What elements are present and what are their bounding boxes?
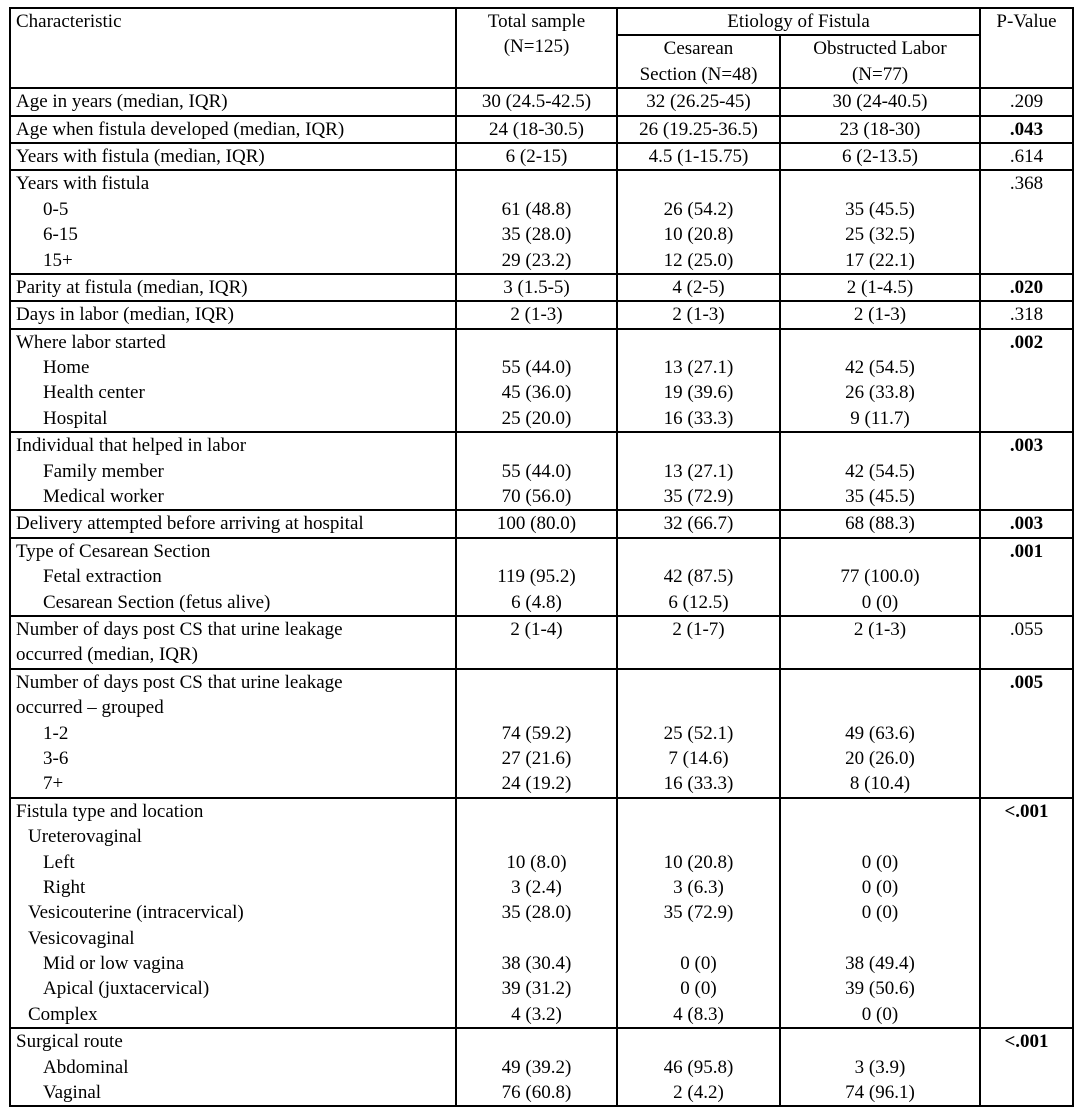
cesarean-cell [617,170,780,274]
p-value: .003 [1009,513,1044,535]
table-row [10,329,1073,433]
row-label: 6-15 [43,224,78,246]
row-label: 3-6 [43,747,69,769]
characteristic-cell [10,170,456,274]
p-value: .318 [1009,304,1044,326]
row-label: Days in labor (median, IQR) [16,304,234,326]
obstructed-labor-cell [780,432,980,510]
cell-value: 6 (12.5) [668,591,729,613]
cesarean-cell [617,301,780,328]
cell-value [781,330,979,355]
cesarean-cell [617,88,780,115]
cell-value: 0 (0) [680,953,717,975]
cell-value: 119 (95.2) [497,566,576,588]
row-label: Complex [28,1003,98,1025]
cesarean-cell [617,798,780,1029]
cell-value: 16 (33.3) [663,773,734,795]
cell-value: 10 (20.8) [663,224,734,246]
table-container [9,7,1074,1107]
cell-value: 2 (1-4) [510,618,563,640]
cell-value: 35 (28.0) [501,224,572,246]
table-row [10,88,1073,115]
obstructed-labor-cell [780,143,980,170]
total-sample-cell [456,116,617,143]
cell-value [781,171,979,196]
cell-value [457,926,616,951]
cell-value: 68 (88.3) [845,513,915,535]
pvalue-cell [980,301,1073,328]
obstructed-labor-cell [780,329,980,433]
cell-value: 10 (20.8) [663,851,734,873]
cell-value [457,799,616,824]
table-row [10,616,1073,669]
row-label: 0-5 [43,198,69,220]
cell-value: 24 (19.2) [501,773,572,795]
cell-value: 2 (1-4.5) [846,276,914,298]
cell-value: 30 (24.5-42.5) [481,91,592,113]
cell-value [781,799,979,824]
p-value: <.001 [1004,800,1049,822]
cell-value: 35 (28.0) [501,902,572,924]
pvalue-cell [980,143,1073,170]
cesarean-cell [617,329,780,433]
cell-value: 16 (33.3) [663,407,734,429]
cesarean-cell [617,432,780,510]
cell-value [618,926,779,951]
cell-value: 0 (0) [680,978,717,1000]
cell-value: 3 (2.4) [511,876,562,898]
total-sample-cell [456,616,617,669]
cell-value: 39 (50.6) [845,978,915,1000]
cell-value: 20 (26.0) [845,747,915,769]
total-sample-cell [456,669,617,798]
row-label: occurred (median, IQR) [16,644,199,666]
cell-value: 39 (31.2) [501,978,572,1000]
table-row [10,143,1073,170]
obstructed-labor-cell [780,1028,980,1106]
row-label: Parity at fistula (median, IQR) [16,276,248,298]
cell-value: 32 (66.7) [663,513,734,535]
row-label: Mid or low vagina [43,953,184,975]
cell-value [457,642,616,667]
characteristic-cell [10,143,456,170]
cell-value: 55 (44.0) [501,357,572,379]
cell-value: 74 (59.2) [501,722,572,744]
cell-value [781,695,979,720]
table-row [10,116,1073,143]
obstructed-labor-cell [780,510,980,537]
characteristic-cell [10,88,456,115]
cell-value [618,824,779,849]
cell-value [618,799,779,824]
cell-value [618,330,779,355]
total-sample-cell [456,301,617,328]
obstructed-labor-cell [780,88,980,115]
row-label: Where labor started [16,331,166,353]
characteristic-cell [10,616,456,669]
table-row [10,510,1073,537]
cell-value: 29 (23.2) [501,249,572,271]
total-sample-cell [456,510,617,537]
total-sample-cell [456,88,617,115]
table-row [10,798,1073,1029]
cell-value [457,670,616,695]
total-sample-cell [456,170,617,274]
row-label: Home [43,357,90,379]
cell-value: 70 (56.0) [501,486,572,508]
cell-value: 0 (0) [861,851,899,873]
total-sample-cell [456,329,617,433]
cell-value [618,1029,779,1054]
cell-value: 2 (1-3) [853,618,907,640]
cell-value: 10 (8.0) [506,851,567,873]
p-value: .005 [1009,671,1044,693]
row-label: Abdominal [43,1056,129,1078]
table-row [10,301,1073,328]
p-value: <.001 [1004,1031,1049,1053]
row-label: Hospital [43,407,108,429]
row-label: Vesicouterine (intracervical) [28,902,244,924]
row-label: Ureterovaginal [28,826,142,848]
row-label: Number of days post CS that urine leakage [16,618,343,640]
cell-value: 38 (49.4) [845,953,915,975]
cell-value: 6 (4.8) [511,591,562,613]
cell-value: 19 (39.6) [663,382,734,404]
obstructed-labor-cell [780,616,980,669]
cell-value: 35 (45.5) [845,486,915,508]
total-sample-cell [456,143,617,170]
table-row [10,274,1073,301]
total-sample-cell [456,538,617,616]
p-value: .002 [1009,331,1044,353]
header-etiology: Etiology of Fistula [617,8,980,35]
cell-value: 42 (54.5) [845,357,915,379]
cell-value: 38 (30.4) [501,953,572,975]
row-label: Age in years (median, IQR) [16,91,228,113]
row-label: Surgical route [16,1031,123,1053]
cell-value: 6 (2-13.5) [842,145,918,167]
row-label: Years with fistula [16,173,150,195]
cell-value: 35 (72.9) [663,902,734,924]
cesarean-cell [617,669,780,798]
row-label: Apical (juxtacervical) [43,978,210,1000]
pvalue-cell [980,510,1073,537]
p-value: .003 [1009,435,1044,457]
cell-value: 76 (60.8) [501,1082,572,1104]
pvalue-cell [980,1028,1073,1106]
cell-value: 2 (1-3) [672,304,725,326]
row-label: Years with fistula (median, IQR) [16,145,265,167]
cell-value: 9 (11.7) [850,407,910,429]
cell-value [781,642,979,667]
row-label: Fetal extraction [43,566,162,588]
cell-value: 24 (18-30.5) [489,118,584,140]
cell-value: 46 (95.8) [663,1056,734,1078]
obstructed-labor-cell [780,798,980,1029]
obstructed-labor-cell [780,116,980,143]
p-value: .614 [1009,145,1044,167]
cell-value: 13 (27.1) [663,460,734,482]
row-label: 15+ [43,249,73,271]
cell-value: 26 (54.2) [663,198,734,220]
row-label: Number of days post CS that urine leakage [16,671,343,693]
cell-value: 26 (19.25-36.5) [639,118,758,140]
cesarean-cell [617,538,780,616]
table-row [10,432,1073,510]
cell-value: 2 (1-3) [510,304,563,326]
row-label: Family member [43,460,164,482]
cell-value: 27 (21.6) [501,747,572,769]
table-row [10,538,1073,616]
pvalue-cell [980,116,1073,143]
total-sample-cell [456,274,617,301]
cell-value [457,824,616,849]
characteristics-table [9,7,1074,1107]
cell-value: 12 (25.0) [663,249,734,271]
cell-value: 25 (20.0) [501,407,572,429]
cell-value [781,1029,979,1054]
row-label: Vaginal [43,1082,102,1104]
total-sample-cell [456,1028,617,1106]
characteristic-cell [10,669,456,798]
row-label: Left [43,851,75,873]
row-label: Individual that helped in labor [16,435,247,457]
pvalue-cell [980,170,1073,274]
p-value: .020 [1009,276,1044,298]
cesarean-cell [617,1028,780,1106]
cell-value [781,824,979,849]
cell-value: 2 (1-3) [853,304,907,326]
cell-value: 23 (18-30) [839,118,921,140]
characteristic-cell [10,274,456,301]
cell-value: 30 (24-40.5) [832,91,928,113]
cell-value: 0 (0) [861,876,899,898]
row-label: Cesarean Section (fetus alive) [43,591,271,613]
cell-value: 4 (2-5) [672,276,725,298]
cell-value: 32 (26.25-45) [646,91,751,113]
cell-value [457,539,616,564]
cell-value: 4 (8.3) [673,1003,724,1025]
characteristic-cell [10,510,456,537]
cell-value: 3 (6.3) [673,876,724,898]
row-label: occurred – grouped [16,697,164,719]
row-label: 1-2 [43,722,69,744]
cell-value: 4.5 (1-15.75) [648,145,749,167]
cell-value: 3 (3.9) [854,1056,906,1078]
cesarean-cell [617,116,780,143]
row-label: Medical worker [43,486,164,508]
cell-value [781,670,979,695]
cesarean-cell [617,616,780,669]
characteristic-cell [10,798,456,1029]
p-value: .368 [1009,173,1044,195]
pvalue-cell [980,274,1073,301]
cell-value [618,670,779,695]
cell-value: 0 (0) [861,902,899,924]
table-row [10,170,1073,274]
cesarean-cell [617,274,780,301]
pvalue-cell [980,669,1073,798]
cell-value: 6 (2-15) [505,145,568,167]
obstructed-labor-cell [780,538,980,616]
cesarean-cell [617,143,780,170]
p-value: .055 [1009,618,1044,640]
cell-value: 7 (14.6) [668,747,729,769]
row-label: 7+ [43,773,64,795]
header-obstructed-labor: Obstructed Labor (N=77) [780,35,980,88]
header-characteristic: Characteristic [10,8,456,88]
header-pvalue: P-Value [980,8,1073,88]
row-label: Health center [43,382,145,404]
cell-value: 0 (0) [861,1003,899,1025]
cell-value: 42 (87.5) [663,566,734,588]
cell-value: 13 (27.1) [663,357,734,379]
cell-value: 8 (10.4) [849,773,911,795]
characteristic-cell [10,329,456,433]
header-cesarean: Cesarean Section (N=48) [617,35,780,88]
row-label: Fistula type and location [16,800,204,822]
pvalue-cell [980,88,1073,115]
pvalue-cell [980,538,1073,616]
cell-value: 4 (3.2) [511,1003,562,1025]
cell-value: 25 (52.1) [663,722,734,744]
cell-value: 49 (39.2) [501,1056,572,1078]
pvalue-cell [980,329,1073,433]
cell-value: 2 (4.2) [673,1082,724,1104]
cell-value: 17 (22.1) [845,249,915,271]
table-row [10,1028,1073,1106]
cell-value [781,433,979,458]
cell-value: 61 (48.8) [501,198,572,220]
characteristic-cell [10,432,456,510]
cell-value: 55 (44.0) [501,460,572,482]
cell-value [781,539,979,564]
cell-value [618,171,779,196]
cell-value [457,433,616,458]
p-value: .209 [1009,91,1044,113]
row-label: Delivery attempted before arriving at hospital [16,513,364,535]
cell-value: 35 (45.5) [845,198,915,220]
header-total-sample: Total sample (N=125) [456,8,617,88]
cell-value: 3 (1.5-5) [503,276,570,298]
pvalue-cell [980,432,1073,510]
cell-value [618,539,779,564]
total-sample-cell [456,798,617,1029]
p-value: .001 [1009,540,1044,562]
characteristic-cell [10,301,456,328]
p-value: .043 [1009,118,1044,140]
cell-value: 0 (0) [861,591,899,613]
row-label: Type of Cesarean Section [16,540,211,562]
cell-value [618,433,779,458]
characteristic-cell [10,1028,456,1106]
characteristic-cell [10,116,456,143]
cell-value [457,171,616,196]
cell-value: 42 (54.5) [845,460,915,482]
cell-value: 2 (1-7) [672,618,725,640]
pvalue-cell [980,616,1073,669]
cell-value [457,1029,616,1054]
pvalue-cell [980,798,1073,1029]
table-row [10,669,1073,798]
cell-value: 35 (72.9) [663,486,734,508]
cesarean-cell [617,510,780,537]
cell-value [457,330,616,355]
cell-value: 100 (80.0) [496,513,577,535]
row-label: Vesicovaginal [28,927,135,949]
row-label: Age when fistula developed (median, IQR) [16,118,345,140]
header-row-top [10,8,1073,35]
obstructed-labor-cell [780,274,980,301]
cell-value [781,926,979,951]
obstructed-labor-cell [780,301,980,328]
cell-value: 26 (33.8) [845,382,915,404]
cell-value [618,642,779,667]
cell-value [457,695,616,720]
cell-value: 25 (32.5) [845,224,915,246]
cell-value: 45 (36.0) [501,382,572,404]
obstructed-labor-cell [780,170,980,274]
characteristic-cell [10,538,456,616]
row-label: Right [43,876,86,898]
cell-value [618,695,779,720]
cell-value: 77 (100.0) [840,566,920,588]
cell-value: 74 (96.1) [845,1082,915,1104]
cell-value: 49 (63.6) [845,722,915,744]
obstructed-labor-cell [780,669,980,798]
total-sample-cell [456,432,617,510]
